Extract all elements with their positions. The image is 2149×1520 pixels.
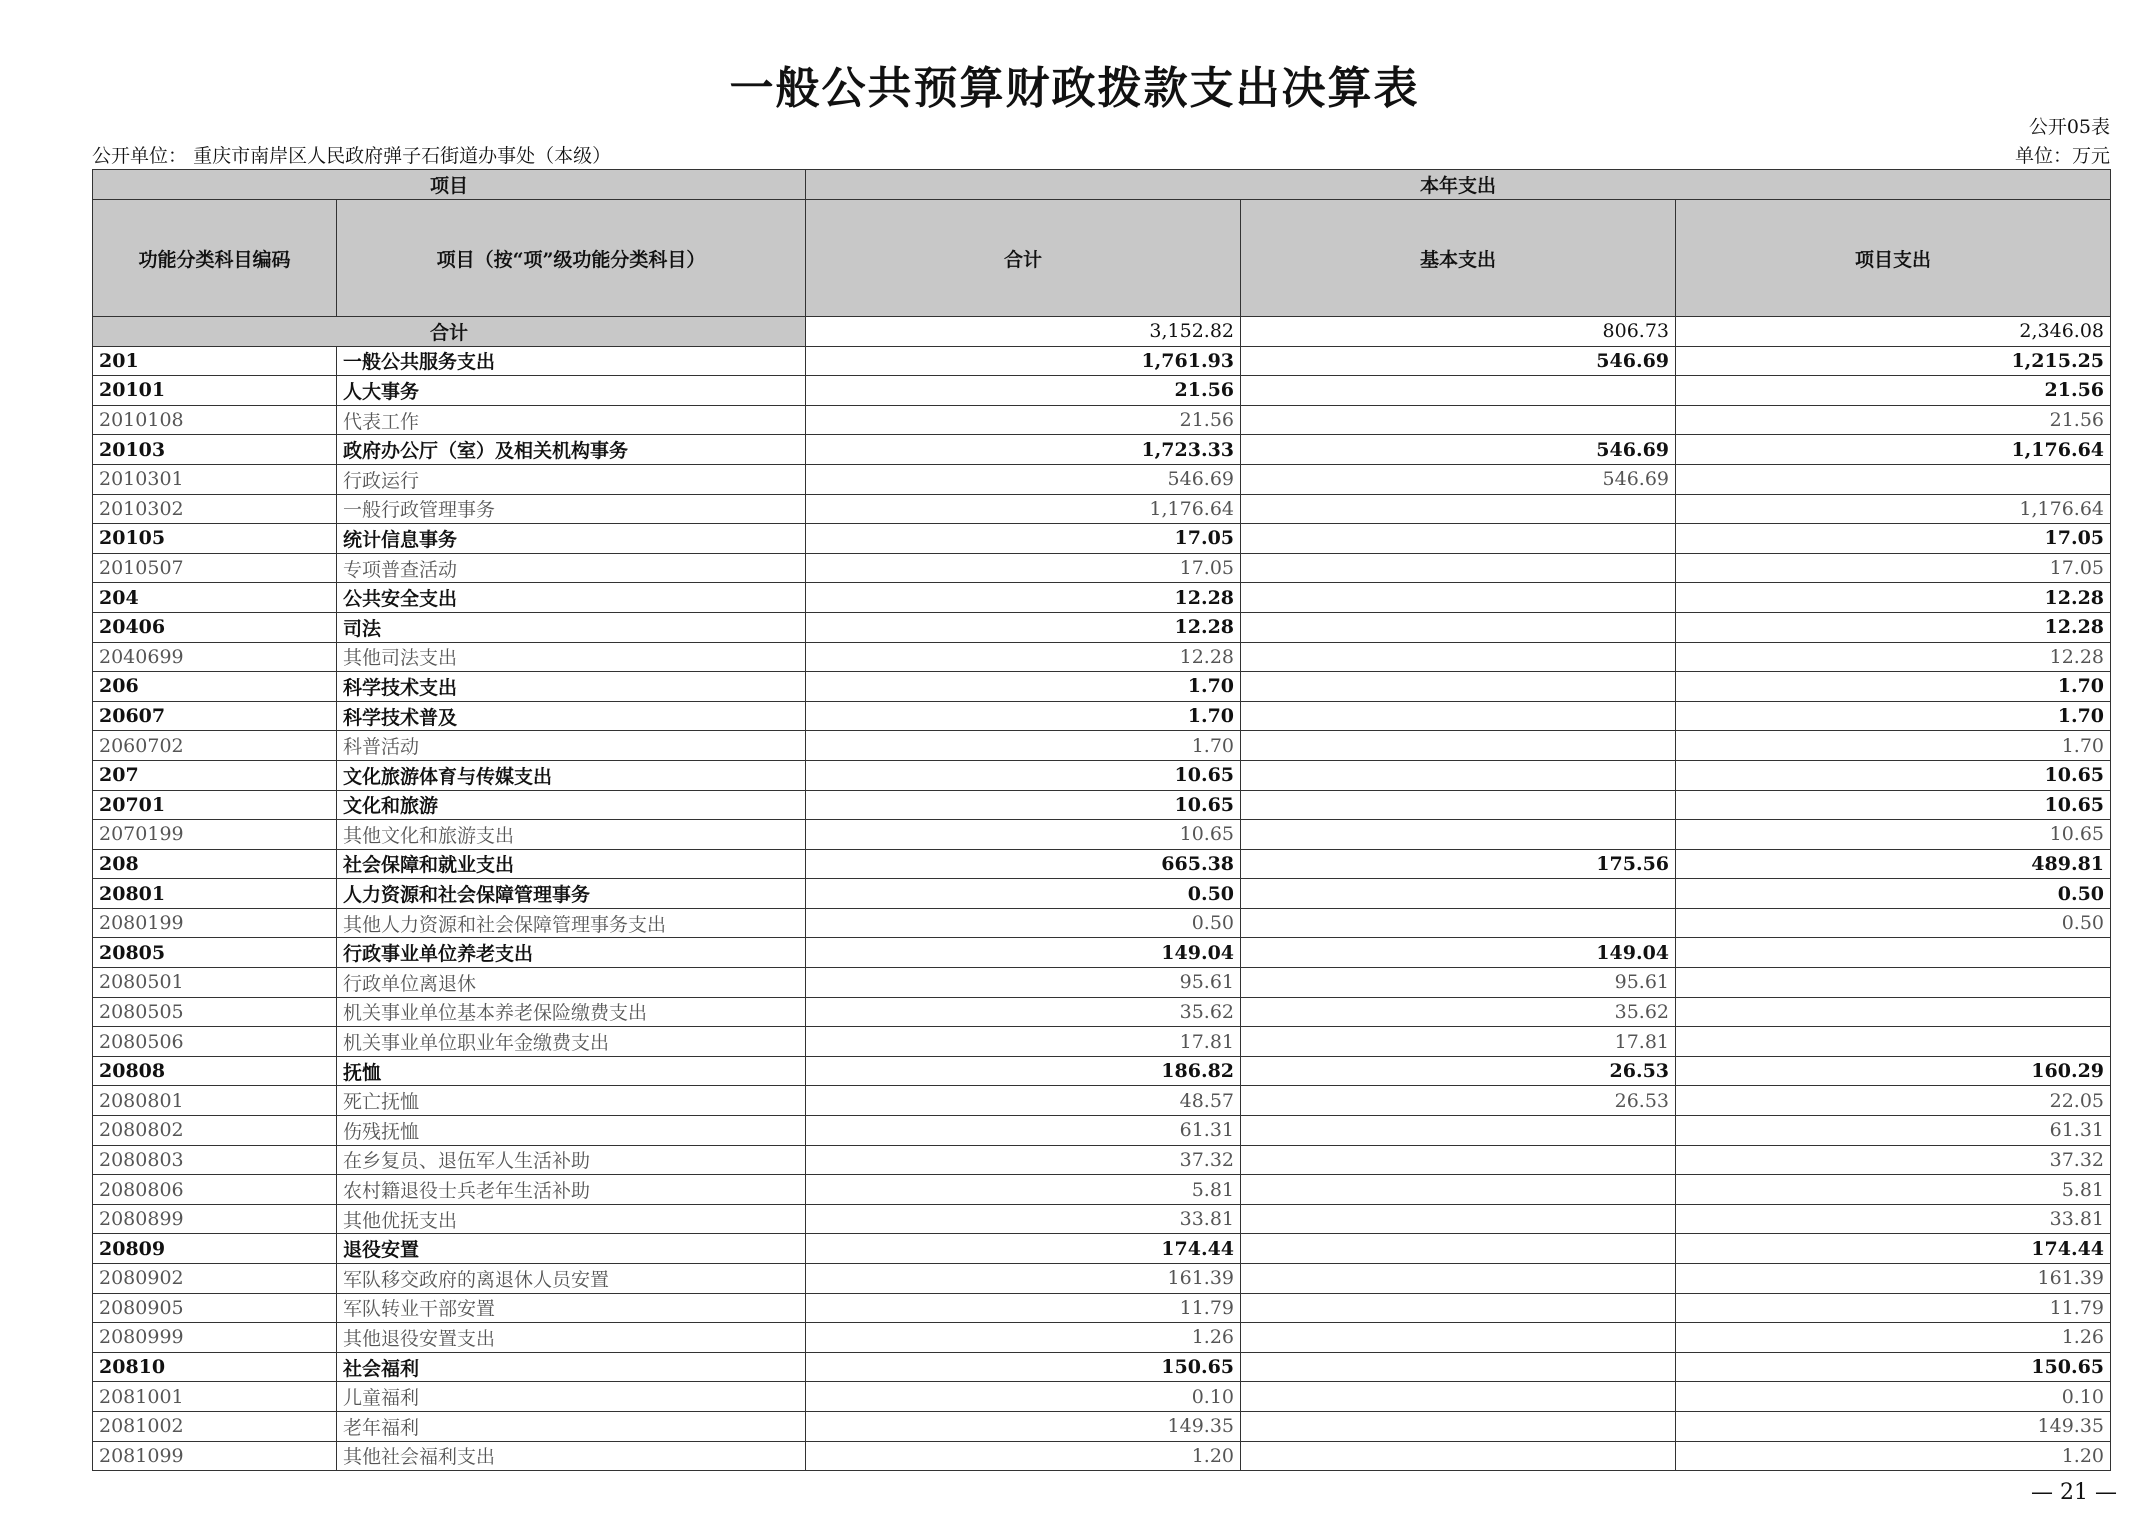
header-project: 项目 bbox=[93, 170, 806, 200]
cell-name: 文化旅游体育与传媒支出 bbox=[337, 760, 806, 790]
cell-name: 在乡复员、退伍军人生活补助 bbox=[337, 1145, 806, 1175]
cell-name: 机关事业单位基本养老保险缴费支出 bbox=[337, 997, 806, 1027]
total-sum: 3,152.82 bbox=[806, 317, 1241, 347]
cell-code: 204 bbox=[93, 583, 337, 613]
cell-project: 37.32 bbox=[1676, 1145, 2111, 1175]
cell-name: 其他社会福利支出 bbox=[337, 1441, 806, 1471]
cell-name: 老年福利 bbox=[337, 1411, 806, 1441]
table-row bbox=[93, 760, 2111, 790]
cell-code: 2080806 bbox=[93, 1175, 337, 1205]
cell-code: 2081099 bbox=[93, 1441, 337, 1471]
cell-basic bbox=[1241, 701, 1676, 731]
cell-basic bbox=[1241, 879, 1676, 909]
table-row bbox=[93, 908, 2111, 938]
cell-total: 1.70 bbox=[806, 672, 1241, 702]
expenditure-table bbox=[92, 169, 2111, 1471]
table-row bbox=[93, 494, 2111, 524]
table-row bbox=[93, 1145, 2111, 1175]
cell-project: 12.28 bbox=[1676, 612, 2111, 642]
cell-name: 机关事业单位职业年金缴费支出 bbox=[337, 1027, 806, 1057]
cell-project bbox=[1676, 938, 2111, 968]
cell-total: 33.81 bbox=[806, 1204, 1241, 1234]
cell-basic bbox=[1241, 1352, 1676, 1382]
table-row bbox=[93, 672, 2111, 702]
cell-name: 退役安置 bbox=[337, 1234, 806, 1264]
cell-code: 2080905 bbox=[93, 1293, 337, 1323]
table-row bbox=[93, 1441, 2111, 1471]
cell-project: 174.44 bbox=[1676, 1234, 2111, 1264]
cell-total: 12.28 bbox=[806, 612, 1241, 642]
cell-total: 10.65 bbox=[806, 790, 1241, 820]
cell-code: 201 bbox=[93, 346, 337, 376]
unit-name: 重庆市南岸区人民政府弹子石街道办事处（本级） bbox=[193, 145, 612, 167]
unit-line bbox=[92, 141, 2110, 168]
table-row bbox=[93, 435, 2111, 465]
cell-project: 1.26 bbox=[1676, 1323, 2111, 1353]
table-row bbox=[93, 1175, 2111, 1205]
cell-project: 33.81 bbox=[1676, 1204, 2111, 1234]
cell-name: 行政单位离退休 bbox=[337, 968, 806, 998]
cell-project: 12.28 bbox=[1676, 583, 2111, 613]
table-row bbox=[93, 849, 2111, 879]
cell-name: 一般公共服务支出 bbox=[337, 346, 806, 376]
cell-code: 2080902 bbox=[93, 1264, 337, 1294]
cell-project: 1,176.64 bbox=[1676, 494, 2111, 524]
table-row bbox=[93, 731, 2111, 761]
cell-name: 文化和旅游 bbox=[337, 790, 806, 820]
cell-code: 2080802 bbox=[93, 1116, 337, 1146]
cell-total: 0.10 bbox=[806, 1382, 1241, 1412]
cell-code: 20701 bbox=[93, 790, 337, 820]
cell-code: 2081001 bbox=[93, 1382, 337, 1412]
cell-basic bbox=[1241, 672, 1676, 702]
cell-total: 0.50 bbox=[806, 879, 1241, 909]
cell-basic bbox=[1241, 1293, 1676, 1323]
cell-code: 20809 bbox=[93, 1234, 337, 1264]
cell-basic: 546.69 bbox=[1241, 435, 1676, 465]
cell-basic bbox=[1241, 1382, 1676, 1412]
cell-name: 抚恤 bbox=[337, 1056, 806, 1086]
cell-code: 2080999 bbox=[93, 1323, 337, 1353]
cell-total: 1.70 bbox=[806, 731, 1241, 761]
cell-total: 665.38 bbox=[806, 849, 1241, 879]
cell-code: 2080899 bbox=[93, 1204, 337, 1234]
cell-project: 21.56 bbox=[1676, 376, 2111, 406]
cell-project: 22.05 bbox=[1676, 1086, 2111, 1116]
cell-name: 代表工作 bbox=[337, 405, 806, 435]
cell-basic bbox=[1241, 1441, 1676, 1471]
cell-name: 人力资源和社会保障管理事务 bbox=[337, 879, 806, 909]
cell-project: 5.81 bbox=[1676, 1175, 2111, 1205]
table-row bbox=[93, 346, 2111, 376]
cell-project bbox=[1676, 1027, 2111, 1057]
cell-basic: 546.69 bbox=[1241, 346, 1676, 376]
page-number: — 21 — bbox=[2031, 1480, 2117, 1505]
cell-total: 11.79 bbox=[806, 1293, 1241, 1323]
cell-name: 军队转业干部安置 bbox=[337, 1293, 806, 1323]
cell-project: 17.05 bbox=[1676, 524, 2111, 554]
cell-total: 0.50 bbox=[806, 908, 1241, 938]
cell-project: 1.70 bbox=[1676, 672, 2111, 702]
form-number: 公开05表 bbox=[2028, 116, 2110, 138]
cell-code: 2080801 bbox=[93, 1086, 337, 1116]
cell-project: 1.70 bbox=[1676, 731, 2111, 761]
cell-name: 军队移交政府的离退休人员安置 bbox=[337, 1264, 806, 1294]
cell-code: 2080505 bbox=[93, 997, 337, 1027]
cell-total: 10.65 bbox=[806, 760, 1241, 790]
cell-name: 社会福利 bbox=[337, 1352, 806, 1382]
cell-project bbox=[1676, 464, 2111, 494]
table-row bbox=[93, 1382, 2111, 1412]
cell-name: 其他司法支出 bbox=[337, 642, 806, 672]
cell-total: 186.82 bbox=[806, 1056, 1241, 1086]
table-row bbox=[93, 1411, 2111, 1441]
cell-name: 一般行政管理事务 bbox=[337, 494, 806, 524]
cell-code: 2040699 bbox=[93, 642, 337, 672]
cell-code: 20805 bbox=[93, 938, 337, 968]
cell-project: 17.05 bbox=[1676, 553, 2111, 583]
cell-project: 1,176.64 bbox=[1676, 435, 2111, 465]
table-row bbox=[93, 1204, 2111, 1234]
cell-name: 科普活动 bbox=[337, 731, 806, 761]
table-row bbox=[93, 1234, 2111, 1264]
table-row bbox=[93, 938, 2111, 968]
cell-basic: 26.53 bbox=[1241, 1086, 1676, 1116]
cell-total: 35.62 bbox=[806, 997, 1241, 1027]
cell-name: 其他优抚支出 bbox=[337, 1204, 806, 1234]
cell-project: 10.65 bbox=[1676, 790, 2111, 820]
cell-project: 150.65 bbox=[1676, 1352, 2111, 1382]
cell-name: 伤残抚恤 bbox=[337, 1116, 806, 1146]
cell-project bbox=[1676, 968, 2111, 998]
currency-unit: 单位：万元 bbox=[2014, 145, 2110, 167]
cell-code: 206 bbox=[93, 672, 337, 702]
cell-project: 0.10 bbox=[1676, 1382, 2111, 1412]
cell-code: 2010301 bbox=[93, 464, 337, 494]
cell-name: 其他文化和旅游支出 bbox=[337, 820, 806, 850]
cell-name: 专项普查活动 bbox=[337, 553, 806, 583]
table-row bbox=[93, 376, 2111, 406]
cell-basic: 149.04 bbox=[1241, 938, 1676, 968]
cell-basic bbox=[1241, 731, 1676, 761]
table-row bbox=[93, 553, 2111, 583]
cell-name: 人大事务 bbox=[337, 376, 806, 406]
cell-total: 10.65 bbox=[806, 820, 1241, 850]
cell-name: 公共安全支出 bbox=[337, 583, 806, 613]
cell-name: 儿童福利 bbox=[337, 1382, 806, 1412]
cell-project bbox=[1676, 997, 2111, 1027]
cell-total: 21.56 bbox=[806, 376, 1241, 406]
table-row bbox=[93, 1116, 2111, 1146]
cell-basic bbox=[1241, 524, 1676, 554]
table-row bbox=[93, 701, 2111, 731]
col-code-header: 功能分类科目编码 bbox=[93, 200, 337, 317]
cell-total: 546.69 bbox=[806, 464, 1241, 494]
cell-total: 12.28 bbox=[806, 642, 1241, 672]
table-row bbox=[93, 1086, 2111, 1116]
cell-project: 149.35 bbox=[1676, 1411, 2111, 1441]
cell-project: 0.50 bbox=[1676, 879, 2111, 909]
table-row bbox=[93, 1323, 2111, 1353]
cell-name: 其他人力资源和社会保障管理事务支出 bbox=[337, 908, 806, 938]
cell-project: 0.50 bbox=[1676, 908, 2111, 938]
cell-name: 死亡抚恤 bbox=[337, 1086, 806, 1116]
cell-code: 20810 bbox=[93, 1352, 337, 1382]
cell-total: 48.57 bbox=[806, 1086, 1241, 1116]
cell-basic bbox=[1241, 405, 1676, 435]
cell-name: 社会保障和就业支出 bbox=[337, 849, 806, 879]
cell-basic bbox=[1241, 1204, 1676, 1234]
cell-code: 20607 bbox=[93, 701, 337, 731]
table-row bbox=[93, 1027, 2111, 1057]
cell-name: 行政运行 bbox=[337, 464, 806, 494]
cell-basic bbox=[1241, 494, 1676, 524]
cell-basic bbox=[1241, 1175, 1676, 1205]
unit-label: 公开单位： bbox=[92, 145, 188, 167]
cell-basic bbox=[1241, 1116, 1676, 1146]
cell-name: 其他退役安置支出 bbox=[337, 1323, 806, 1353]
cell-total: 17.05 bbox=[806, 524, 1241, 554]
cell-total: 21.56 bbox=[806, 405, 1241, 435]
cell-code: 2080803 bbox=[93, 1145, 337, 1175]
cell-project: 1.70 bbox=[1676, 701, 2111, 731]
table-row bbox=[93, 1056, 2111, 1086]
table-row bbox=[93, 405, 2111, 435]
cell-name: 司法 bbox=[337, 612, 806, 642]
cell-basic bbox=[1241, 1234, 1676, 1264]
table-row bbox=[93, 790, 2111, 820]
cell-code: 207 bbox=[93, 760, 337, 790]
cell-project: 1,215.25 bbox=[1676, 346, 2111, 376]
cell-basic: 546.69 bbox=[1241, 464, 1676, 494]
cell-name: 政府办公厅（室）及相关机构事务 bbox=[337, 435, 806, 465]
cell-code: 2080506 bbox=[93, 1027, 337, 1057]
cell-total: 12.28 bbox=[806, 583, 1241, 613]
table-row bbox=[93, 464, 2111, 494]
table-row bbox=[93, 879, 2111, 909]
cell-code: 2010507 bbox=[93, 553, 337, 583]
total-label: 合计 bbox=[93, 317, 806, 347]
cell-basic: 175.56 bbox=[1241, 849, 1676, 879]
table-row bbox=[93, 642, 2111, 672]
cell-code: 2010302 bbox=[93, 494, 337, 524]
cell-total: 5.81 bbox=[806, 1175, 1241, 1205]
cell-basic bbox=[1241, 760, 1676, 790]
cell-basic bbox=[1241, 790, 1676, 820]
cell-basic bbox=[1241, 376, 1676, 406]
total-basic: 806.73 bbox=[1241, 317, 1676, 347]
unit-info bbox=[92, 141, 611, 168]
cell-total: 174.44 bbox=[806, 1234, 1241, 1264]
total-project: 2,346.08 bbox=[1676, 317, 2111, 347]
cell-total: 1,723.33 bbox=[806, 435, 1241, 465]
cell-code: 20103 bbox=[93, 435, 337, 465]
table-row bbox=[93, 997, 2111, 1027]
cell-total: 37.32 bbox=[806, 1145, 1241, 1175]
cell-code: 20801 bbox=[93, 879, 337, 909]
cell-code: 2080199 bbox=[93, 908, 337, 938]
col-basic-header: 基本支出 bbox=[1241, 200, 1676, 317]
cell-basic bbox=[1241, 553, 1676, 583]
cell-total: 1,761.93 bbox=[806, 346, 1241, 376]
cell-basic bbox=[1241, 612, 1676, 642]
cell-basic bbox=[1241, 642, 1676, 672]
cell-code: 20406 bbox=[93, 612, 337, 642]
cell-total: 161.39 bbox=[806, 1264, 1241, 1294]
header-year-expenditure: 本年支出 bbox=[806, 170, 2111, 200]
cell-project: 160.29 bbox=[1676, 1056, 2111, 1086]
cell-project: 11.79 bbox=[1676, 1293, 2111, 1323]
cell-basic bbox=[1241, 1323, 1676, 1353]
cell-code: 2060702 bbox=[93, 731, 337, 761]
cell-project: 10.65 bbox=[1676, 760, 2111, 790]
cell-code: 208 bbox=[93, 849, 337, 879]
cell-total: 1.26 bbox=[806, 1323, 1241, 1353]
cell-total: 149.04 bbox=[806, 938, 1241, 968]
cell-name: 农村籍退役士兵老年生活补助 bbox=[337, 1175, 806, 1205]
cell-code: 2081002 bbox=[93, 1411, 337, 1441]
cell-basic: 26.53 bbox=[1241, 1056, 1676, 1086]
cell-basic bbox=[1241, 1145, 1676, 1175]
cell-total: 149.35 bbox=[806, 1411, 1241, 1441]
table-row bbox=[93, 1293, 2111, 1323]
cell-project: 61.31 bbox=[1676, 1116, 2111, 1146]
table-row bbox=[93, 583, 2111, 613]
table-body bbox=[93, 317, 2111, 1471]
cell-basic bbox=[1241, 820, 1676, 850]
cell-project: 161.39 bbox=[1676, 1264, 2111, 1294]
cell-basic bbox=[1241, 1264, 1676, 1294]
cell-basic: 95.61 bbox=[1241, 968, 1676, 998]
cell-name: 科学技术普及 bbox=[337, 701, 806, 731]
table-row bbox=[93, 524, 2111, 554]
col-name-header: 项目（按“项”级功能分类科目） bbox=[337, 200, 806, 317]
cell-total: 17.05 bbox=[806, 553, 1241, 583]
cell-project: 1.20 bbox=[1676, 1441, 2111, 1471]
total-row bbox=[93, 317, 2111, 347]
cell-code: 2070199 bbox=[93, 820, 337, 850]
cell-total: 1.20 bbox=[806, 1441, 1241, 1471]
cell-basic bbox=[1241, 908, 1676, 938]
col-total-header: 合计 bbox=[806, 200, 1241, 317]
cell-basic: 17.81 bbox=[1241, 1027, 1676, 1057]
cell-basic: 35.62 bbox=[1241, 997, 1676, 1027]
table-row bbox=[93, 820, 2111, 850]
cell-total: 95.61 bbox=[806, 968, 1241, 998]
cell-name: 统计信息事务 bbox=[337, 524, 806, 554]
cell-total: 61.31 bbox=[806, 1116, 1241, 1146]
cell-project: 489.81 bbox=[1676, 849, 2111, 879]
table-row bbox=[93, 612, 2111, 642]
cell-total: 1.70 bbox=[806, 701, 1241, 731]
cell-project: 10.65 bbox=[1676, 820, 2111, 850]
table-row bbox=[93, 968, 2111, 998]
cell-code: 2080501 bbox=[93, 968, 337, 998]
cell-total: 1,176.64 bbox=[806, 494, 1241, 524]
page-title: 一般公共预算财政拨款支出决算表 bbox=[729, 63, 1420, 114]
cell-project: 12.28 bbox=[1676, 642, 2111, 672]
cell-code: 20101 bbox=[93, 376, 337, 406]
cell-code: 20808 bbox=[93, 1056, 337, 1086]
col-project-header: 项目支出 bbox=[1676, 200, 2111, 317]
cell-total: 17.81 bbox=[806, 1027, 1241, 1057]
table-row bbox=[93, 1352, 2111, 1382]
cell-basic bbox=[1241, 583, 1676, 613]
cell-name: 科学技术支出 bbox=[337, 672, 806, 702]
cell-basic bbox=[1241, 1411, 1676, 1441]
cell-project: 21.56 bbox=[1676, 405, 2111, 435]
table-row bbox=[93, 1264, 2111, 1294]
cell-name: 行政事业单位养老支出 bbox=[337, 938, 806, 968]
cell-code: 20105 bbox=[93, 524, 337, 554]
cell-code: 2010108 bbox=[93, 405, 337, 435]
cell-total: 150.65 bbox=[806, 1352, 1241, 1382]
